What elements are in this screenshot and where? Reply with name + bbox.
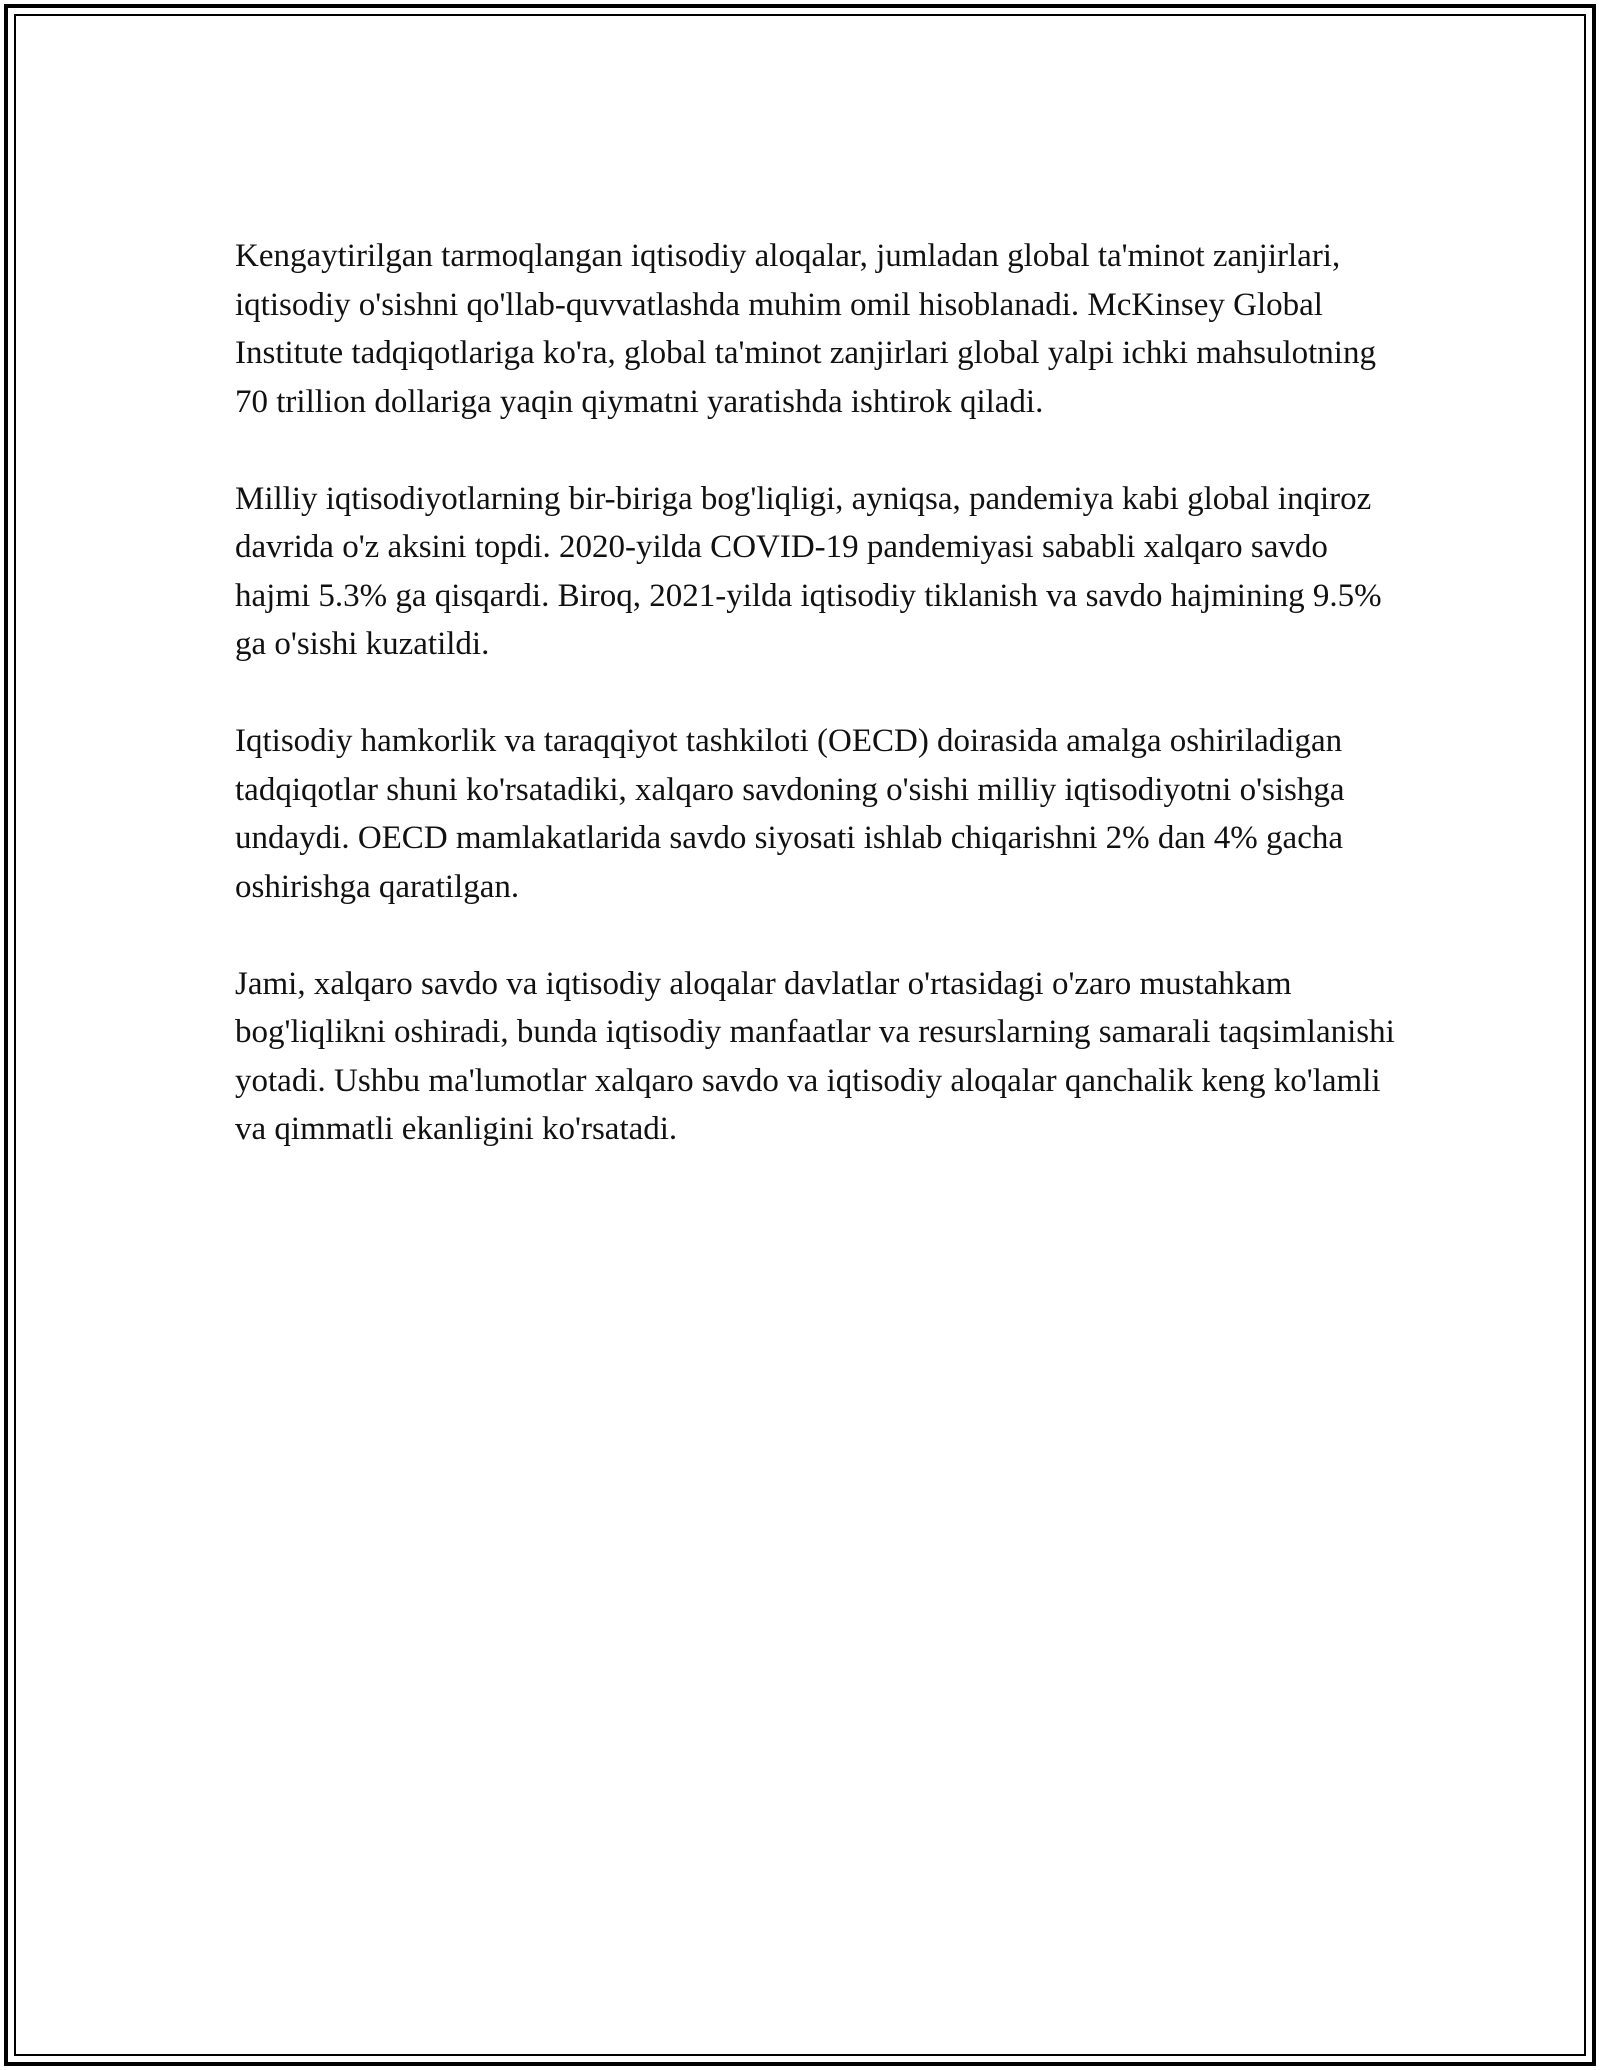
paragraph-2: Milliy iqtisodiyotlarning bir-biriga bog'liqligi, ayniqsa, pandemiya kabi global inqiroz davrida o'z aksini topdi. 2020-yilda COVID-19 pandemiyasi sababli xalqaro savdo hajmi 5.3% ga qisqardi. Biroq, 2021-yilda iqtisodiy tiklanish va savdo hajmining 9.5% ga o'sishi kuzatildi. [235,480,1382,662]
paragraph-4: Jami, xalqaro savdo va iqtisodiy aloqalar davlatlar o'rtasidagi o'zaro mustahkam bog'liqlikni oshiradi, bunda iqtisodiy manfaatlar va resurslarning samarali taqsimlanishi yotadi. Ushbu ma'lumotlar xalqaro savdo va iqtisodiy aloqalar qanchalik keng ko'lamli va qimmatli ekanligini ko'rsatadi. [235,965,1395,1147]
paragraph-1: Kengaytirilgan tarmoqlangan iqtisodiy aloqalar, jumladan global ta'minot zanjirlari, iqtisodiy o'sishni qo'llab-quvvatlashda muhim omil hisoblanadi. McKinsey Global Institute tadqiqotlariga ko'ra, global ta'minot zanjirlari global yalpi ichki mahsulotning 70 trillion dollariga yaqin qiymatni yaratishda ishtirok qiladi. [235,238,1376,420]
paragraph-3: Iqtisodiy hamkorlik va taraqqiyot tashkiloti (OECD) doirasida amalga oshiriladigan tadqiqotlar shuni ko'rsatadiki, xalqaro savdoning o'sishi milliy iqtisodiyotni o'sishga undaydi. OECD mamlakatlarida savdo siyosati ishlab chiqarishni 2% dan 4% gacha oshirishga qaratilgan. [235,723,1345,905]
document-body [235,232,1405,1202]
